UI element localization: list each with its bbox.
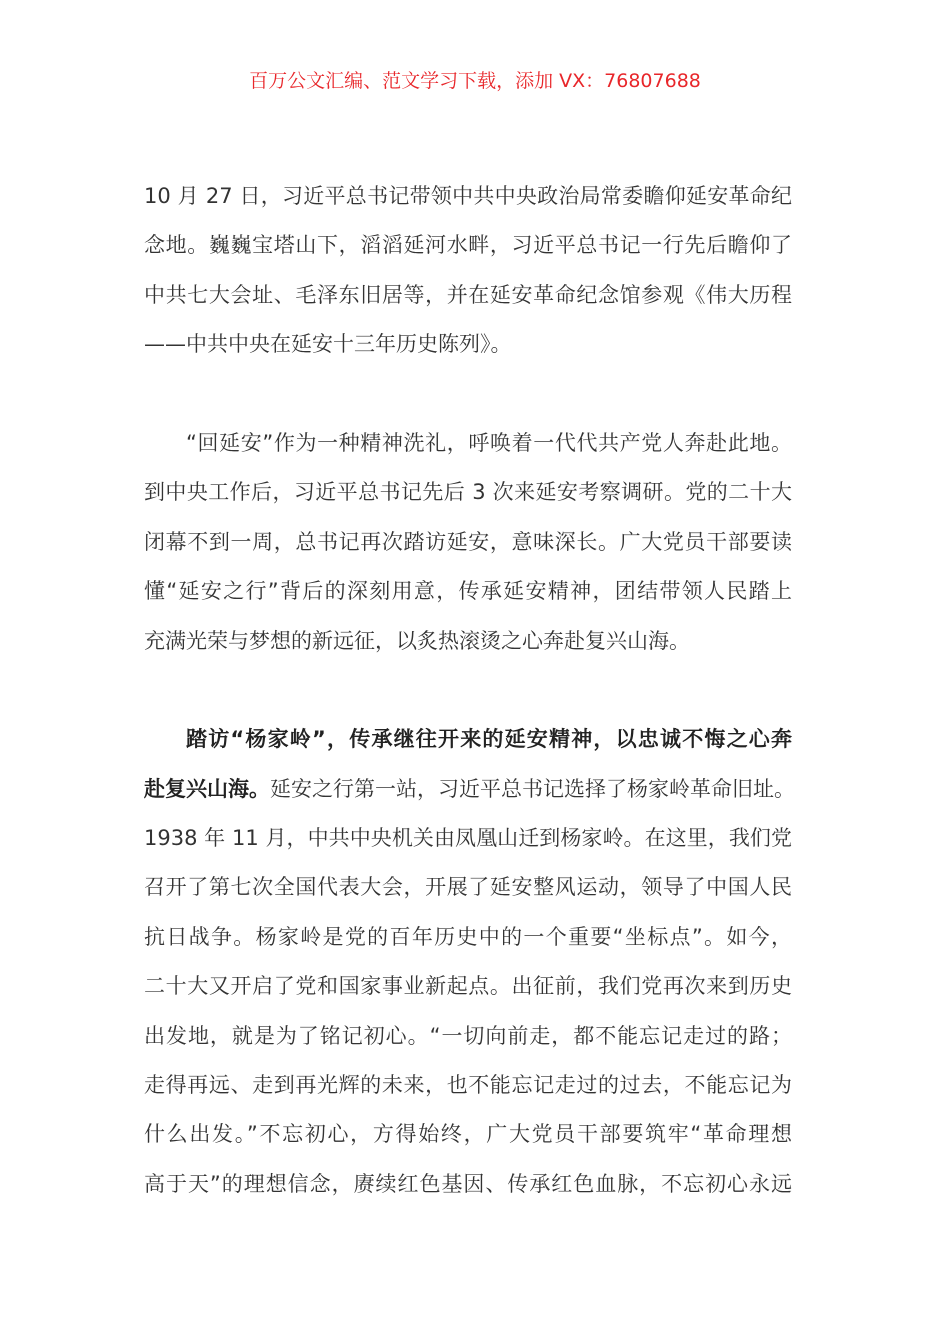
bold-heading: 踏访“杨家岭”，传承继往开来的延安精神，以忠诚不悔之心奔 [186, 727, 792, 752]
text-line: 充满光荣与梦想的新远征，以炙热滚烫之心奔赴复兴山海。 [144, 628, 690, 653]
text-line [144, 715, 792, 764]
text-line: 中共七大会址、毛泽东旧居等，并在延安革命纪念馆参观《伟大历程 [144, 282, 792, 307]
text-line [144, 765, 795, 814]
watermark-header: 百万公文汇编、范文学习下载，添加 VX：76807688 [249, 70, 701, 92]
document-body [144, 172, 795, 1209]
text-line: 二十大又开启了党和国家事业新起点。出征前，我们党再次来到历史 [144, 974, 792, 999]
paragraph-2 [144, 419, 792, 666]
text-line: 出发地，就是为了铭记初心。“一切向前走，都不能忘记走过的路； [144, 1023, 792, 1048]
text-line: ——中共中央在延安十三年历史陈列》。 [144, 332, 512, 357]
bold-heading: 赴复兴山海。 [144, 776, 270, 801]
text-line: 到中央工作后，习近平总书记先后 3 次来延安考察调研。党的二十大 [144, 480, 792, 505]
text-line: 闭幕不到一周，总书记再次踏访延安，意味深长。广大党员干部要读 [144, 529, 792, 554]
text-line: 走得再远、走到再光辉的未来，也不能忘记走过的过去，不能忘记为 [144, 1073, 792, 1098]
text-line: 念地。巍巍宝塔山下，滔滔延河水畔，习近平总书记一行先后瞻仰了 [144, 233, 792, 258]
paragraph-1 [144, 172, 792, 370]
text-line: 什么出发。”不忘初心，方得始终，广大党员干部要筑牢“革命理想 [144, 1122, 792, 1147]
text-span: 延安之行第一站，习近平总书记选择了杨家岭革命旧址。 [270, 776, 795, 801]
text-line: 10 月 27 日，习近平总书记带领中共中央政治局常委瞻仰延安革命纪 [144, 184, 792, 208]
text-line: 懂“延安之行”背后的深刻用意，传承延安精神，团结带领人民踏上 [144, 579, 792, 604]
text-line: 召开了第七次全国代表大会，开展了延安整风运动，领导了中国人民 [144, 875, 792, 900]
text-line: 抗日战争。杨家岭是党的百年历史中的一个重要“坐标点”。如今， [144, 924, 792, 949]
text-line: “回延安”作为一种精神洗礼，呼唤着一代代共产党人奔赴此地。 [186, 430, 792, 455]
text-line: 1938 年 11 月，中共中央机关由凤凰山迁到杨家岭。在这里，我们党 [144, 826, 792, 851]
text-line: 高于天”的理想信念，赓续红色基因、传承红色血脉，不忘初心永远 [144, 1171, 792, 1196]
paragraph-3 [144, 715, 795, 1209]
